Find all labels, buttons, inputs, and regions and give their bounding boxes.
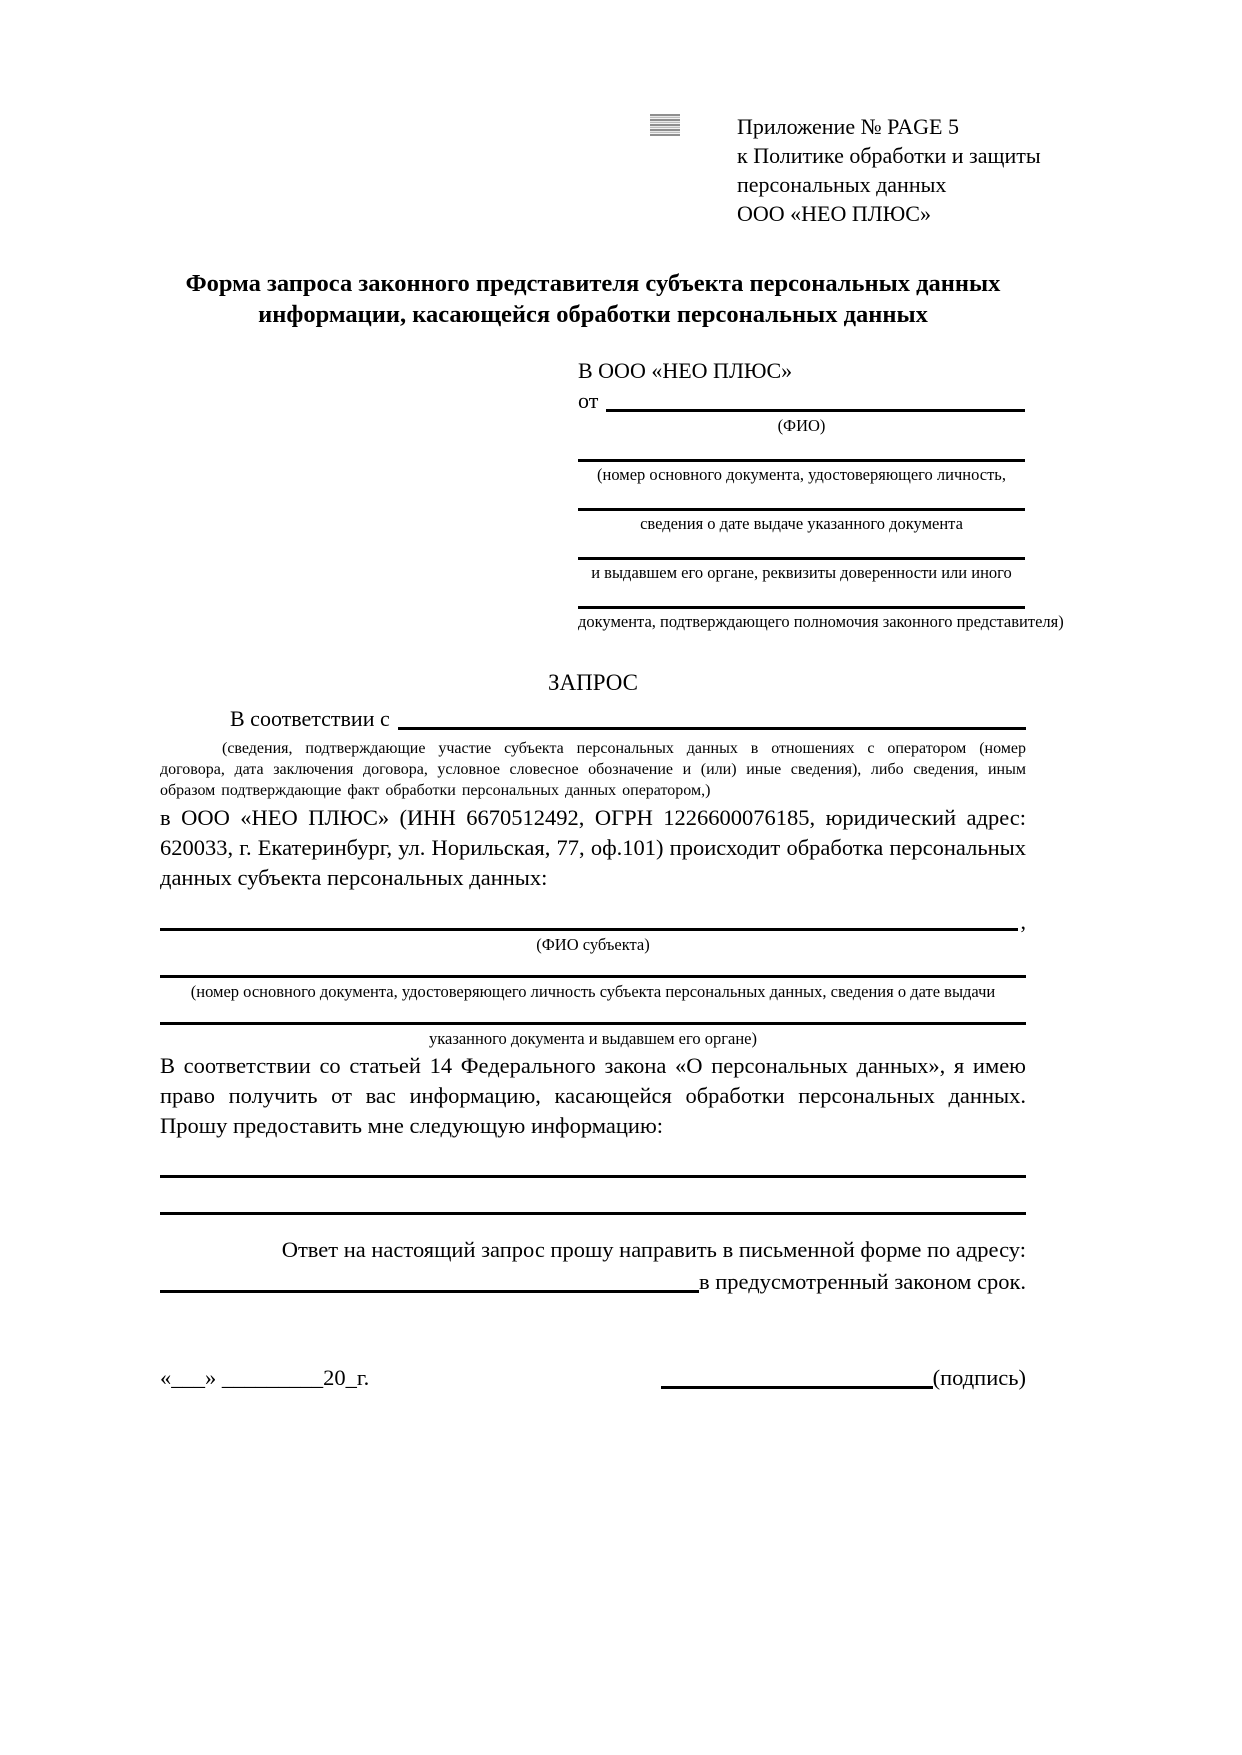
date-blank: «___» _________20_г. bbox=[160, 1365, 370, 1390]
trailing-comma: , bbox=[1020, 909, 1026, 934]
info-blank-line-1 bbox=[160, 1175, 1026, 1178]
blank-line bbox=[578, 459, 1025, 462]
document-title bbox=[160, 268, 1026, 330]
request-heading: ЗАПРОС bbox=[547, 670, 639, 695]
signature-caption: (подпись) bbox=[932, 1365, 1026, 1390]
title-line-1: Форма запроса законного представителя субъекта персональных данных bbox=[185, 270, 1001, 297]
field-caption: (номер основного документа, удостоверяющего личность, bbox=[597, 465, 1006, 484]
title-line-2: информации, касающейся обработки персональных данных bbox=[258, 301, 928, 328]
signature-block bbox=[661, 1363, 1026, 1393]
appendix-number-line: Приложение № PAGE 5 bbox=[737, 114, 959, 139]
answer-instruction: Ответ на настоящий запрос прошу направить в письменной форме по адресу: bbox=[281, 1237, 1026, 1262]
basis-footnote: (сведения, подтверждающие участие субъекта персональных данных в отношениях с оператором (номер договора, дата заключения договора, условное словесное обозначение и (или) иные сведения), либо сведения, иным образом подтверждающие факт обработки персональных данных оператором,) bbox=[160, 740, 1026, 799]
blank-line bbox=[578, 606, 1025, 609]
representative-doc-field-2 bbox=[578, 508, 1025, 534]
operator-paragraph: в ООО «НЕО ПЛЮС» (ИНН 6670512492, ОГРН 1226600076185, юридический адрес: 620033, г. Екатеринбург, ул. Норильская, 77, оф.101) происходит обработка персональных данных субъекта персональных данных: bbox=[160, 805, 1026, 890]
law-paragraph: В соответствии со статьей 14 Федерального закона «О персональных данных», я имею право получить от вас информацию, касающейся обработки персональных данных. Прошу предоставить мне следующую информацию: bbox=[160, 1053, 1026, 1138]
subject-fio-caption: (ФИО субъекта) bbox=[536, 935, 650, 954]
signature-blank-line bbox=[661, 1386, 933, 1389]
appendix-company-line: ООО «НЕО ПЛЮС» bbox=[737, 201, 931, 226]
blank-line bbox=[578, 557, 1025, 560]
from-label: от bbox=[578, 388, 599, 413]
from-row bbox=[578, 386, 1025, 416]
text-lines-artifact-icon bbox=[650, 114, 680, 136]
fio-blank-line bbox=[606, 409, 1025, 412]
info-blank-line-2 bbox=[160, 1212, 1026, 1215]
in-accordance-row bbox=[160, 704, 1026, 734]
blank-line bbox=[160, 1022, 1026, 1025]
field-caption: указанного документа и выдавшем его органе) bbox=[429, 1029, 757, 1048]
representative-doc-field-1 bbox=[578, 459, 1025, 485]
field-caption: сведения о дате выдаче указанного документа bbox=[640, 514, 963, 533]
representative-doc-field-3 bbox=[578, 557, 1025, 583]
in-accordance-label: В соответствии с bbox=[230, 706, 390, 731]
blank-line bbox=[160, 975, 1026, 978]
basis-blank-line bbox=[398, 727, 1026, 730]
subject-doc-field-2 bbox=[160, 1022, 1026, 1049]
signature-row bbox=[160, 1363, 1026, 1393]
answer-tail: в предусмотренный законом срок. bbox=[699, 1269, 1026, 1294]
subject-fio-blank-line bbox=[160, 928, 1018, 931]
address-blank-line bbox=[160, 1290, 699, 1293]
appendix-policy-line: к Политике обработки и защиты bbox=[737, 143, 1041, 168]
appendix-header bbox=[737, 112, 1041, 228]
document-content bbox=[160, 268, 1064, 1393]
representative-doc-field-4 bbox=[578, 606, 1064, 632]
field-caption: и выдавшем его органе, реквизиты доверенности или иного bbox=[591, 563, 1012, 582]
blank-line bbox=[578, 508, 1025, 511]
answer-address-row bbox=[160, 1267, 1026, 1297]
addressee-block bbox=[578, 356, 1064, 632]
subject-doc-field-1 bbox=[160, 975, 1026, 1002]
appendix-data-line: персональных данных bbox=[737, 172, 947, 197]
field-caption: документа, подтверждающего полномочия законного представителя) bbox=[578, 612, 1064, 631]
fio-caption: (ФИО) bbox=[777, 416, 826, 435]
addressee-company: В ООО «НЕО ПЛЮС» bbox=[578, 358, 793, 383]
subject-fio-row bbox=[160, 909, 1026, 935]
field-caption: (номер основного документа, удостоверяющего личность субъекта персональных данных, сведения о дате выдачи bbox=[190, 982, 996, 1001]
